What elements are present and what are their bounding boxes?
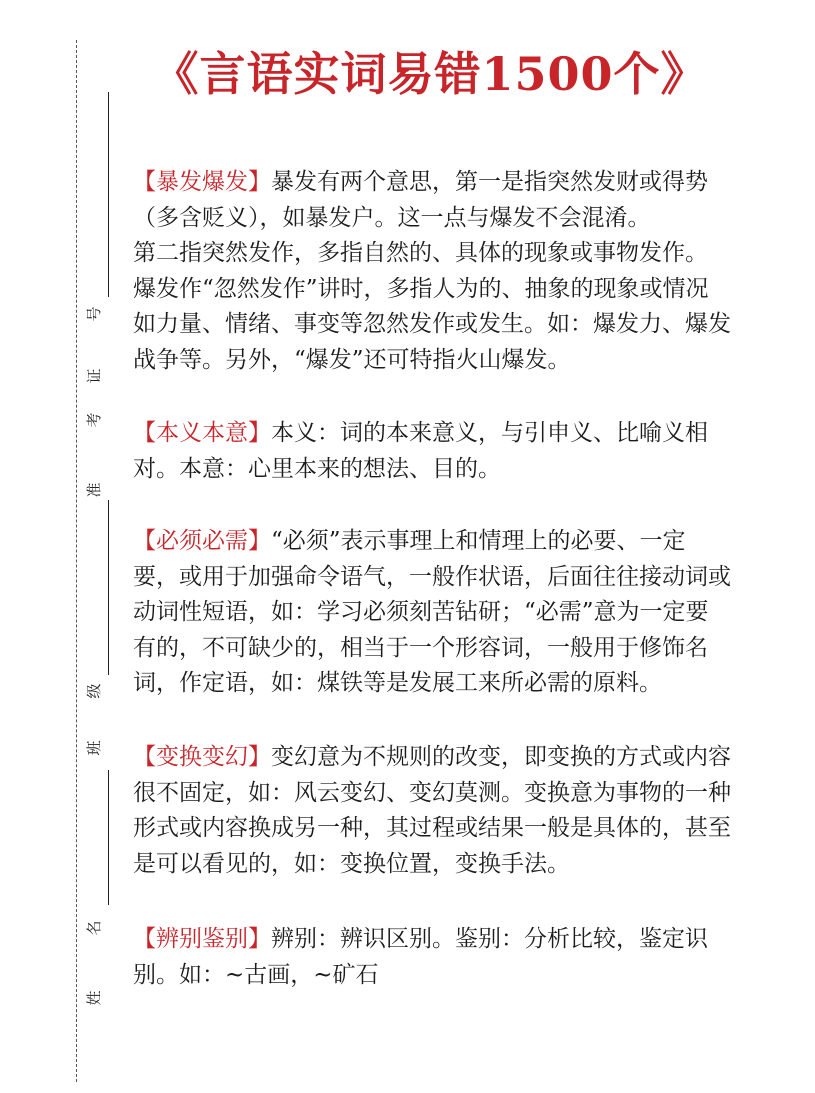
side-label-hao: 号 [85, 306, 103, 322]
entry-line: 别。如：~古画，~矿石 [133, 961, 379, 988]
entry-term: 【变换变幻】 [133, 744, 271, 770]
side-label-kao: 考 [85, 412, 103, 428]
side-label-zhun: 准 [85, 482, 103, 498]
entry-line: 战争等。另外，“爆发”还可特指火山爆发。 [133, 346, 571, 373]
entry-line: 是可以看见的，如：变换位置，变换手法。 [133, 850, 570, 877]
entry-line: 如力量、情绪、事变等忽然发作或发生。如：爆发力、爆发 [133, 311, 731, 337]
entry-bixu [133, 524, 783, 702]
side-label-ji: 级 [85, 683, 103, 699]
entry-line: 对。本意：心里本来的想法、目的。 [133, 455, 501, 482]
binding-dashed-line [76, 40, 77, 1082]
entry-benyi [133, 416, 783, 487]
entry-bianhuan [133, 740, 783, 882]
entry-line: “必须”表示事理上和情理上的必要、一定 [271, 528, 686, 554]
entry-line: 动词性短语，如：学习必须刻苦钻研；“必需”意为一定要 [133, 599, 709, 625]
page-title: 《言语实词易错1500个》 [152, 47, 708, 101]
name-rule [108, 770, 109, 905]
entry-term: 【必须必需】 [133, 528, 271, 554]
entry-term: 【暴发爆发】 [133, 169, 271, 195]
entry-line: 辨别：辨识区别。鉴别：分析比较，鉴定识 [271, 926, 708, 952]
side-label-ban: 班 [85, 740, 103, 756]
entry-line: 第二指突然发作，多指自然的、具体的现象或事物发作。 [133, 240, 708, 266]
entry-term: 【本义本意】 [133, 420, 271, 446]
class-rule [108, 500, 109, 675]
entry-bianbie [133, 922, 783, 993]
entry-term: 【辨别鉴别】 [133, 926, 271, 952]
entry-line: 词，作定语，如：煤铁等是发展工来所必需的原料。 [133, 670, 662, 696]
entry-line: 有的，不可缺少的，相当于一个形容词，一般用于修饰名 [133, 634, 708, 661]
entry-line: 爆发作“忽然发作”讲时，多指人为的、抽象的现象或情况 [133, 275, 709, 302]
entry-line: 本义：词的本来意义，与引申义、比喻义相 [271, 420, 708, 446]
entry-line: 暴发有两个意思，第一是指突然发财或得势 [271, 169, 708, 195]
entry-line: 要，或用于加强命令语气，一般作状语，后面往往接动词或 [133, 563, 731, 590]
side-label-zheng: 证 [85, 368, 103, 384]
side-label-ming: 名 [85, 920, 103, 936]
entry-line: 形式或内容换成另一种，其过程或结果一般是具体的，甚至 [133, 815, 731, 841]
entry-line: 变幻意为不规则的改变，即变换的方式或内容 [271, 744, 731, 770]
exam-number-rule [108, 92, 109, 297]
entry-baofa [133, 165, 783, 378]
entry-line: （多含贬义），如暴发户。这一点与爆发不会混淆。 [133, 204, 651, 231]
entry-line: 很不固定，如：风云变幻、变幻莫测。变换意为事物的一种 [133, 779, 731, 806]
side-label-xing: 姓 [85, 990, 103, 1006]
